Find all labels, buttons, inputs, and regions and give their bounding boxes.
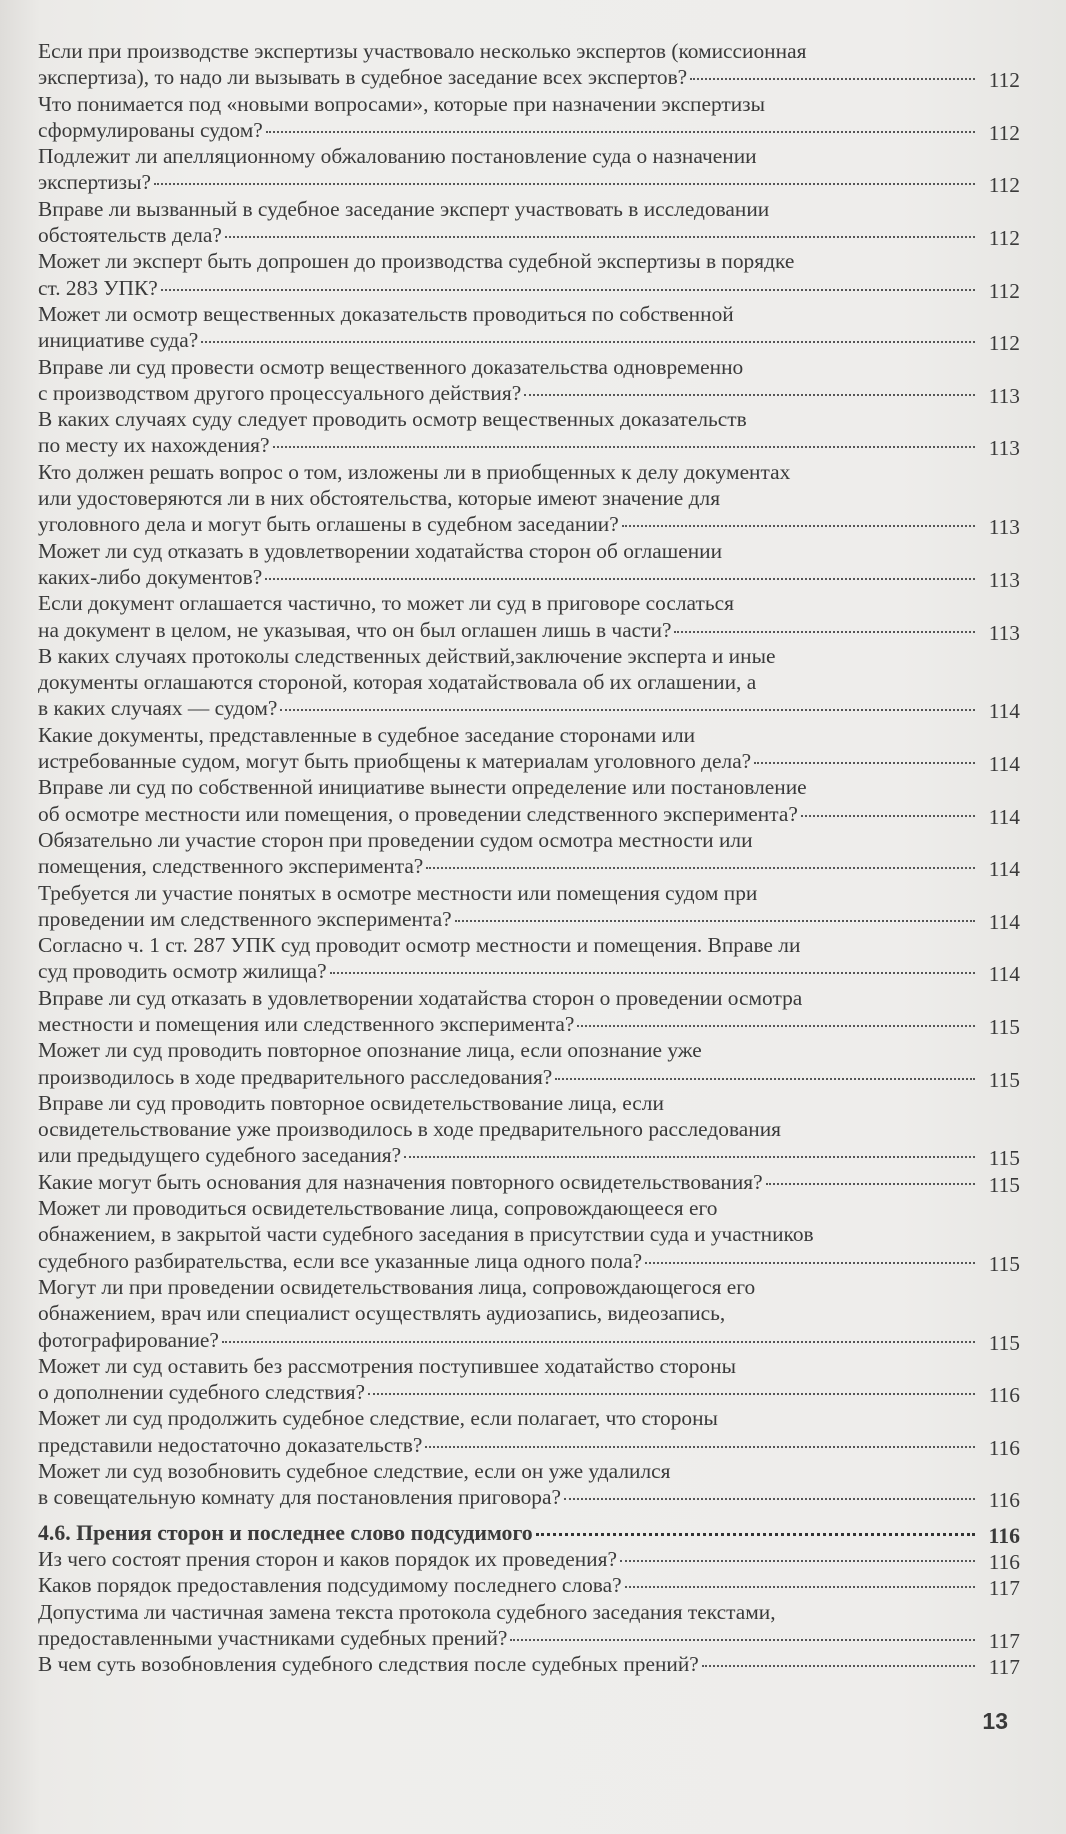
- toc-entry-last-line: [38, 1520, 1020, 1546]
- toc-entry: [38, 1195, 1020, 1274]
- dot-leader: [225, 236, 975, 238]
- toc-entry-last-line: [38, 327, 1020, 356]
- toc-entry-text: В каких случаях протоколы следственных действий,заключение эксперта и иные: [38, 643, 776, 668]
- toc-entry-text: обстоятельств дела?: [38, 223, 222, 248]
- toc-page-number: 115: [988, 1330, 1020, 1355]
- toc-page-number: 116: [988, 1435, 1020, 1460]
- toc-page-number: 113: [988, 436, 1020, 461]
- toc-entry: [38, 248, 1020, 301]
- toc-entry-text: Может ли осмотр вещественных доказательств проводиться по собственной: [38, 301, 734, 326]
- toc-entry-text: Может ли эксперт быть допрошен до производства судебной экспертизы в порядке: [38, 249, 795, 274]
- toc-entry: [38, 1405, 1020, 1458]
- toc-entry-text: суд проводить осмотр жилища?: [38, 959, 327, 984]
- toc-entry: [38, 1546, 1020, 1572]
- toc-entry-text: Каков порядок предоставления подсудимому последнего слова?: [38, 1573, 622, 1598]
- toc-page-number: 112: [988, 226, 1020, 251]
- toc-entry-last-line: [38, 695, 1020, 724]
- toc-entry-last-line: [38, 853, 1020, 882]
- toc-entry-text: Может ли суд возобновить судебное следствие, если он уже удалился: [38, 1459, 671, 1484]
- dot-leader: [620, 1560, 975, 1562]
- dot-leader: [702, 1665, 975, 1667]
- toc-entry: [38, 985, 1020, 1038]
- toc-page-number: 114: [988, 752, 1020, 777]
- toc-page-number: 113: [988, 515, 1020, 540]
- toc-entry-text: 4.6. Прения сторон и последнее слово подсудимого: [38, 1520, 533, 1545]
- toc-entry-text: или удостоверяются ли в них обстоятельства, которые имеют значение для: [38, 486, 721, 511]
- table-of-contents: [38, 38, 1020, 1680]
- toc-entry-text: инициативе суда?: [38, 328, 199, 353]
- toc-entry-text: помещения, следственного эксперимента?: [38, 854, 424, 879]
- toc-entry-text: Кто должен решать вопрос о том, изложены ли в приобщенных к делу документах: [38, 459, 791, 484]
- toc-entry-last-line: [38, 1327, 1020, 1353]
- toc-entry: [38, 1037, 1020, 1090]
- toc-entry-last-line: [38, 432, 1020, 461]
- toc-page-number: 117: [988, 1655, 1020, 1680]
- toc-page-number: 113: [988, 567, 1020, 592]
- toc-entry-text: предоставленными участниками судебных прений?: [38, 1625, 508, 1650]
- toc-entry: [38, 880, 1020, 933]
- dot-leader: [754, 762, 975, 764]
- dot-leader: [690, 78, 975, 80]
- toc-entry-text: освидетельствование уже производилось в ходе предварительного расследования: [38, 1117, 782, 1142]
- toc-entry: [38, 143, 1020, 196]
- toc-entry-last-line: [38, 1248, 1020, 1274]
- toc-entry-last-line: [38, 1484, 1020, 1513]
- toc-entry-text: местности и помещения или следственного эксперимента?: [38, 1011, 575, 1036]
- dot-leader: [404, 1156, 975, 1158]
- toc-page-number: 114: [988, 804, 1020, 829]
- toc-entry-text: Может ли суд проводить повторное опознание лица, если опознание уже: [38, 1038, 702, 1063]
- toc-entry-last-line: [38, 617, 1020, 643]
- toc-entry: [38, 1458, 1020, 1511]
- toc-entry: [38, 590, 1020, 643]
- toc-entry: [38, 774, 1020, 827]
- toc-page-number: 115: [988, 1172, 1020, 1197]
- toc-page-number: 114: [988, 857, 1020, 882]
- toc-page-number: 113: [988, 620, 1020, 645]
- toc-entry-last-line: [38, 117, 1020, 143]
- toc-entry-last-line: [38, 1169, 1020, 1195]
- toc-entry-text: Если при производстве экспертизы участвовало несколько экспертов (комиссионная: [38, 39, 807, 63]
- toc-entry-text: Могут ли при проведении освидетельствования лица, сопровождающегося его: [38, 1274, 756, 1299]
- toc-entry-text: представили недостаточно доказательств?: [38, 1432, 423, 1457]
- toc-entry-text: Какие документы, представленные в судебное заседание сторонами или: [38, 722, 696, 747]
- dot-leader: [564, 1498, 975, 1500]
- toc-entry-text: Может ли проводиться освидетельствование лица, сопровождающееся его: [38, 1196, 718, 1221]
- toc-entry-text: Допустима ли частичная замена текста протокола судебного заседания текстами,: [38, 1599, 776, 1624]
- toc-entry-last-line: [38, 1011, 1020, 1037]
- dot-leader: [801, 815, 975, 817]
- dot-leader: [674, 631, 975, 633]
- toc-entry-last-line: [38, 958, 1020, 987]
- toc-page-number: 116: [988, 1549, 1020, 1574]
- toc-page-number: 112: [988, 68, 1020, 93]
- toc-entry: [38, 1169, 1020, 1195]
- toc-entry-text: Вправе ли суд проводить повторное освидетельствование лица, если: [38, 1090, 664, 1115]
- toc-entry-last-line: [38, 1625, 1020, 1651]
- toc-entry-text: производилось в ходе предварительного расследования?: [38, 1064, 553, 1089]
- toc-entry-text: Из чего состоят прения сторон и каков порядок их проведения?: [38, 1546, 617, 1571]
- toc-page-number: 115: [988, 1146, 1020, 1171]
- toc-page-number: 117: [988, 1576, 1020, 1601]
- toc-entry-text: Может ли суд продолжить судебное следствие, если полагает, что стороны: [38, 1406, 718, 1431]
- toc-page-number: 117: [988, 1628, 1020, 1653]
- toc-entry-text: Вправе ли вызванный в судебное заседание эксперт участвовать в исследовании: [38, 196, 770, 221]
- toc-entry-text: на документ в целом, не указывая, что он был оглашен лишь в части?: [38, 617, 672, 642]
- toc-entry-text: каких-либо документов?: [38, 564, 263, 589]
- toc-entry-text: или предыдущего судебного заседания?: [38, 1143, 402, 1168]
- toc-entry: [38, 538, 1020, 591]
- toc-page-number: 112: [988, 331, 1020, 356]
- toc-entry-text: с производством другого процессуального действия?: [38, 380, 522, 405]
- toc-entry: [38, 459, 1020, 538]
- dot-leader: [524, 394, 975, 396]
- toc-entry: [38, 643, 1020, 722]
- toc-entry-text: в совещательную комнату для постановления приговора?: [38, 1485, 561, 1510]
- toc-entry-text: судебного разбирательства, если все указанные лица одного пола?: [38, 1248, 643, 1273]
- toc-entry-text: ст. 283 УПК?: [38, 275, 158, 300]
- toc-entry-last-line: [38, 1651, 1020, 1680]
- toc-entry-last-line: [38, 275, 1020, 301]
- toc-entry: [38, 91, 1020, 144]
- dot-leader: [201, 341, 975, 343]
- toc-entry-text: фотографирование?: [38, 1327, 219, 1352]
- dot-leader: [766, 1183, 975, 1185]
- toc-entry-last-line: [38, 380, 1020, 406]
- dot-leader: [426, 867, 975, 869]
- dot-leader: [222, 1341, 975, 1343]
- toc-entry: [38, 301, 1020, 354]
- toc-entry-last-line: [38, 511, 1020, 540]
- toc-entry-text: В чем суть возобновления судебного следствия после судебных прений?: [38, 1652, 699, 1677]
- toc-entry-text: по месту их нахождения?: [38, 433, 270, 458]
- toc-page-number: 116: [988, 1383, 1020, 1408]
- toc-page-number: 114: [988, 699, 1020, 724]
- dot-leader: [273, 446, 975, 448]
- toc-entry-last-line: [38, 1379, 1020, 1408]
- toc-entry-last-line: [38, 1064, 1020, 1090]
- dot-leader: [265, 578, 975, 580]
- dot-leader: [455, 920, 975, 922]
- toc-section-heading: [38, 1520, 1020, 1546]
- toc-entry-last-line: [38, 1142, 1020, 1171]
- dot-leader: [577, 1025, 975, 1027]
- toc-page-number: 116: [988, 1523, 1020, 1548]
- toc-entry-last-line: [38, 801, 1020, 827]
- toc-page-number: 115: [988, 1067, 1020, 1092]
- toc-page-number: 112: [988, 173, 1020, 198]
- toc-entry: [38, 406, 1020, 459]
- toc-entry: [38, 1090, 1020, 1169]
- dot-leader: [645, 1262, 975, 1264]
- toc-entry-text: Может ли суд отказать в удовлетворении ходатайства сторон об оглашении: [38, 538, 723, 563]
- toc-entry-text: Вправе ли суд провести осмотр вещественного доказательства одновременно: [38, 354, 744, 379]
- toc-entry-text: Вправе ли суд отказать в удовлетворении ходатайства сторон о проведении осмотра: [38, 985, 803, 1010]
- toc-entry-last-line: [38, 1432, 1020, 1458]
- toc-page-number: 114: [988, 962, 1020, 987]
- dot-leader: [280, 709, 975, 711]
- toc-entry: [38, 1274, 1020, 1353]
- toc-entry-text: Согласно ч. 1 ст. 287 УПК суд проводит осмотр местности и помещения. Вправе ли: [38, 933, 801, 958]
- toc-entry-text: уголовного дела и могут быть оглашены в судебном заседании?: [38, 512, 619, 537]
- toc-page-number: 112: [988, 120, 1020, 145]
- toc-entry-text: истребованные судом, могут быть приобщены к материалам уголовного дела?: [38, 749, 752, 774]
- toc-entry: [38, 1572, 1020, 1601]
- dot-leader: [622, 525, 975, 527]
- toc-entry-text: Может ли суд оставить без рассмотрения поступившее ходатайство стороны: [38, 1353, 736, 1378]
- toc-entry-text: сформулированы судом?: [38, 117, 263, 142]
- toc-entry: [38, 932, 1020, 985]
- toc-entry-text: обнажением, врач или специалист осуществлять аудиозапись, видеозапись,: [38, 1301, 726, 1326]
- toc-entry-text: в каких случаях — судом?: [38, 696, 278, 721]
- toc-entry: [38, 354, 1020, 407]
- toc-entry: [38, 827, 1020, 880]
- toc-entry: [38, 38, 1020, 91]
- toc-entry-text: Подлежит ли апелляционному обжалованию постановление суда о назначении: [38, 144, 757, 169]
- toc-entry-last-line: [38, 564, 1020, 590]
- toc-entry-text: Какие могут быть основания для назначения повторного освидетельствования?: [38, 1169, 763, 1194]
- toc-entry-text: Вправе ли суд по собственной инициативе вынести определение или постановление: [38, 775, 807, 800]
- toc-page-number: 112: [988, 278, 1020, 303]
- toc-entry-last-line: [38, 222, 1020, 251]
- dot-leader: [266, 131, 975, 133]
- toc-page-number: 113: [988, 383, 1020, 408]
- toc-entry-text: о дополнении судебного следствия?: [38, 1380, 366, 1405]
- toc-entry-text: экспертиза), то надо ли вызывать в судебное заседание всех экспертов?: [38, 65, 688, 90]
- toc-page-number: 114: [988, 909, 1020, 934]
- toc-entry-last-line: [38, 906, 1020, 932]
- toc-entry-last-line: [38, 64, 1020, 93]
- toc-entry-last-line: [38, 748, 1020, 777]
- toc-entry-text: экспертизы?: [38, 170, 152, 195]
- toc-page-number: 115: [988, 1014, 1020, 1039]
- toc-entry-text: обнажением, в закрытой части судебного заседания в присутствии суда и участников: [38, 1222, 814, 1247]
- toc-entry: [38, 196, 1020, 249]
- toc-entry-last-line: [38, 169, 1020, 198]
- dot-leader: [154, 183, 975, 185]
- dot-leader: [368, 1393, 975, 1395]
- toc-entry-text: В каких случаях суду следует проводить осмотр вещественных доказательств: [38, 407, 747, 432]
- toc-entry: [38, 722, 1020, 775]
- toc-entry-last-line: [38, 1546, 1020, 1572]
- toc-entry-text: Требуется ли участие понятых в осмотре местности или помещения судом при: [38, 880, 758, 905]
- toc-entry-text: документы оглашаются стороной, которая ходатайствовала об их оглашении, а: [38, 670, 757, 695]
- toc-page-number: 116: [988, 1488, 1020, 1513]
- toc-entry-text: Что понимается под «новыми вопросами», которые при назначении экспертизы: [38, 91, 766, 116]
- toc-entry-text: проведении им следственного эксперимента?: [38, 906, 452, 931]
- toc-entry: [38, 1353, 1020, 1406]
- toc-entry-text: Обязательно ли участие сторон при проведении судом осмотра местности или: [38, 827, 753, 852]
- toc-entry: [38, 1599, 1020, 1652]
- dot-leader: [425, 1446, 975, 1448]
- toc-entry-text: об осмотре местности или помещения, о проведении следственного эксперимента?: [38, 801, 798, 826]
- dot-leader: [161, 289, 975, 291]
- toc-entry: [38, 1651, 1020, 1680]
- toc-entry-last-line: [38, 1572, 1020, 1601]
- toc-page-number: 115: [988, 1251, 1020, 1276]
- toc-entry-text: Если документ оглашается частично, то может ли суд в приговоре сослаться: [38, 591, 734, 616]
- dot-leader: [625, 1586, 975, 1588]
- dot-leader: [510, 1639, 975, 1641]
- dot-leader: [330, 972, 975, 974]
- page-number: 13: [982, 1708, 1008, 1734]
- dot-leader: [536, 1533, 975, 1536]
- dot-leader: [555, 1078, 975, 1080]
